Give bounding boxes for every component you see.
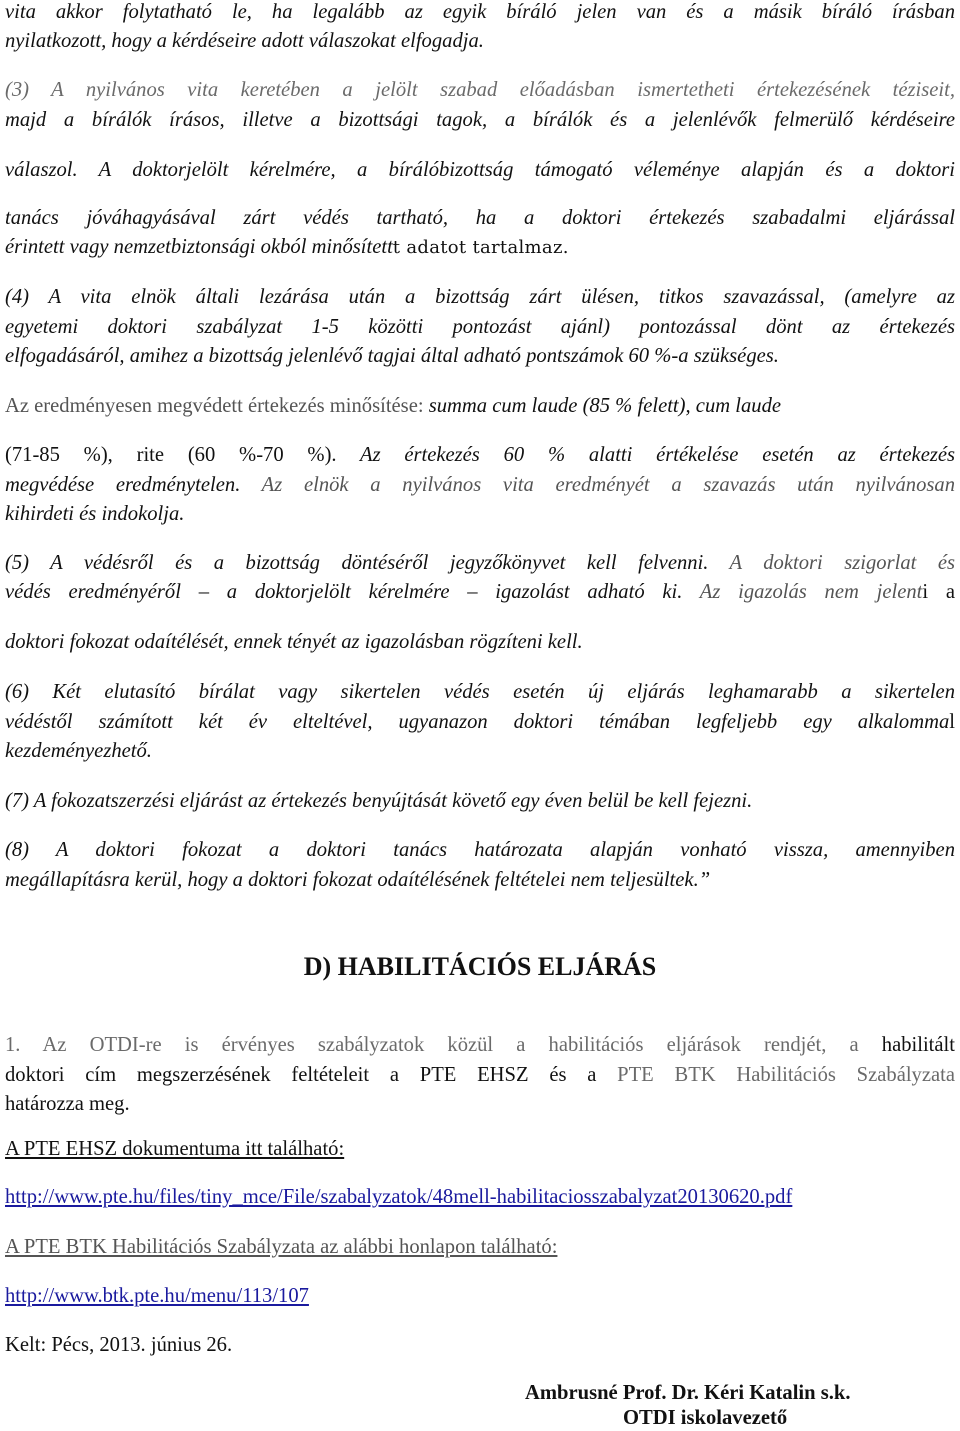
paragraph-text: védés eredményéről – a doktorjelölt kérelmére – igazolást adható ki. [5,581,683,603]
paragraph-text: Az értekezés 60 % alatti értékelése esetén az értekezés [336,444,955,466]
paragraph-3-line [5,78,955,102]
paragraph-text: PTE BTK Habilitációs Szabályzata [617,1064,955,1086]
paragraph-8-line: (8) A doktori fokozat a doktori tanács határozata alapján vonható vissza, amennyiben [5,839,955,861]
btk-link-line [5,1284,955,1308]
paragraph-4-line: egyetemi doktori szabályzat 1-5 közötti pontozást ajánl) pontozással dönt az értekezés [5,316,955,338]
paragraph-4-line: kihirdeti és indokolja. [5,503,185,525]
paragraph-6-line: kezdeményezhető. [5,740,152,762]
paragraph-4-line: (4) A vita elnök általi lezárása után a bizottság zárt ülésen, titkos szavazással, (amelyre az [5,286,955,308]
paragraph-text: megvédése eredménytelen. [5,474,241,496]
paragraph-text: Az OTDI-re is érvényes szabályzatok közül a habilitációs eljárások rendjét, a [20,1034,882,1056]
paragraph-3-line: majd a bírálók írásos, illetve a bizottsági tagok, a bírálók és a jelenlévők felmerülő kérdéseire [5,109,955,131]
paragraph-3-line: tanács jóváhagyásával zárt védés tartható, ha a doktori értekezés szabadalmi eljárással [5,207,955,229]
paragraph-7-line: (7) A fokozatszerzési eljárást az értekezés benyújtását követő egy éven belül be kell fejezni. [5,790,753,812]
paragraph-6-line: (6) Két elutasító bírálat vagy sikertelen védés esetén új eljárás leghamarabb a sikertelen [5,681,955,703]
paragraph-text: (5) A védésről és a bizottság döntéséről jegyzőkönyvet kell felvenni. [5,552,709,574]
paragraph-line: nyilatkozott, hogy a kérdéseire adott válaszokat elfogadja. [5,30,484,52]
paragraph-text: i a [922,581,955,603]
paragraph-4-line [5,473,955,497]
paragraph-5-line [5,580,955,604]
paragraph-4-line [5,443,955,467]
paragraph-text: summa cum laude (85 % felett), cum laude [428,395,782,417]
paragraph-line: vita akkor folytatható le, ha legalább az egyik bíráló jelen van és a másik bíráló írásban [5,1,955,23]
paragraph-3-line [5,235,955,260]
ehsz-label: A PTE EHSZ dokumentuma itt található: [5,1138,345,1160]
paragraph-text: doktori cím megszerzésének feltételeit a PTE EHSZ és a [5,1064,618,1086]
paragraph-text: védéstől számított két év elteltével, ugyanazon doktori témában legfeljebb egy alkalomma [5,711,950,733]
section-heading: D) HABILITÁCIÓS ELJÁRÁS [303,952,657,981]
paragraph-5-line: doktori fokozat odaítélését, ennek tényét az igazolásban rögzíteni kell. [5,631,583,653]
paragraph-4-line: elfogadásáról, amihez a bizottság jelenlévő tagjai által adható pontszámok 60 %-a szükséges. [5,345,779,367]
paragraph-6-line [5,710,955,734]
paragraph-text: (3) A nyilvános vita keretében a jelölt szabad előadásban ismertetheti értekezésének téziseit, [5,79,955,101]
section-d-line [5,1063,955,1087]
paragraph-text: t adatot tartalmaz. [392,237,569,258]
paragraph-text: Az igazolás nem jelent [682,581,923,603]
ehsz-link-line [5,1185,955,1209]
ehsz-link[interactable]: http://www.pte.hu/files/tiny_mce/File/szabalyzatok/48mell-habilitaciosszabalyzat20130620.pdf [5,1186,793,1208]
paragraph-text: A doktori szigorlat és [708,552,955,574]
list-number: 1. [5,1034,21,1056]
paragraph-text: Az elnök a nyilvános vita eredményét a szavazás után nyilvánosan [240,474,956,496]
paragraph-3-line: válaszol. A doktorjelölt kérelmére, a bírálóbizottság támogató véleménye alapján és a doktori [5,159,955,181]
signature-title: OTDI iskolavezető [623,1407,788,1429]
paragraph-4-line [5,394,955,418]
paragraph-8-line: megállapításra kerül, hogy a doktori fokozat odaítélésének feltételei nem teljesültek.” [5,869,711,891]
signature-name: Ambrusné Prof. Dr. Kéri Katalin s.k. [525,1382,851,1404]
paragraph-text: l [949,711,955,733]
section-d-line [5,1033,955,1057]
paragraph-5-line [5,551,955,575]
btk-link[interactable]: http://www.btk.pte.hu/menu/113/107 [5,1285,309,1307]
paragraph-text: habilitált [881,1034,955,1056]
date-line: Kelt: Pécs, 2013. június 26. [5,1334,233,1356]
paragraph-text: érintett vagy nemzetbiztonsági okból minősített [5,236,393,258]
section-d-line: határozza meg. [5,1093,130,1115]
btk-label: A PTE BTK Habilitációs Szabályzata az alábbi honlapon található: [5,1236,558,1258]
paragraph-text: (71-85 %), rite (60 %-70 %). [5,444,337,466]
paragraph-text: Az eredményesen megvédett értekezés minősítése: [5,395,429,417]
